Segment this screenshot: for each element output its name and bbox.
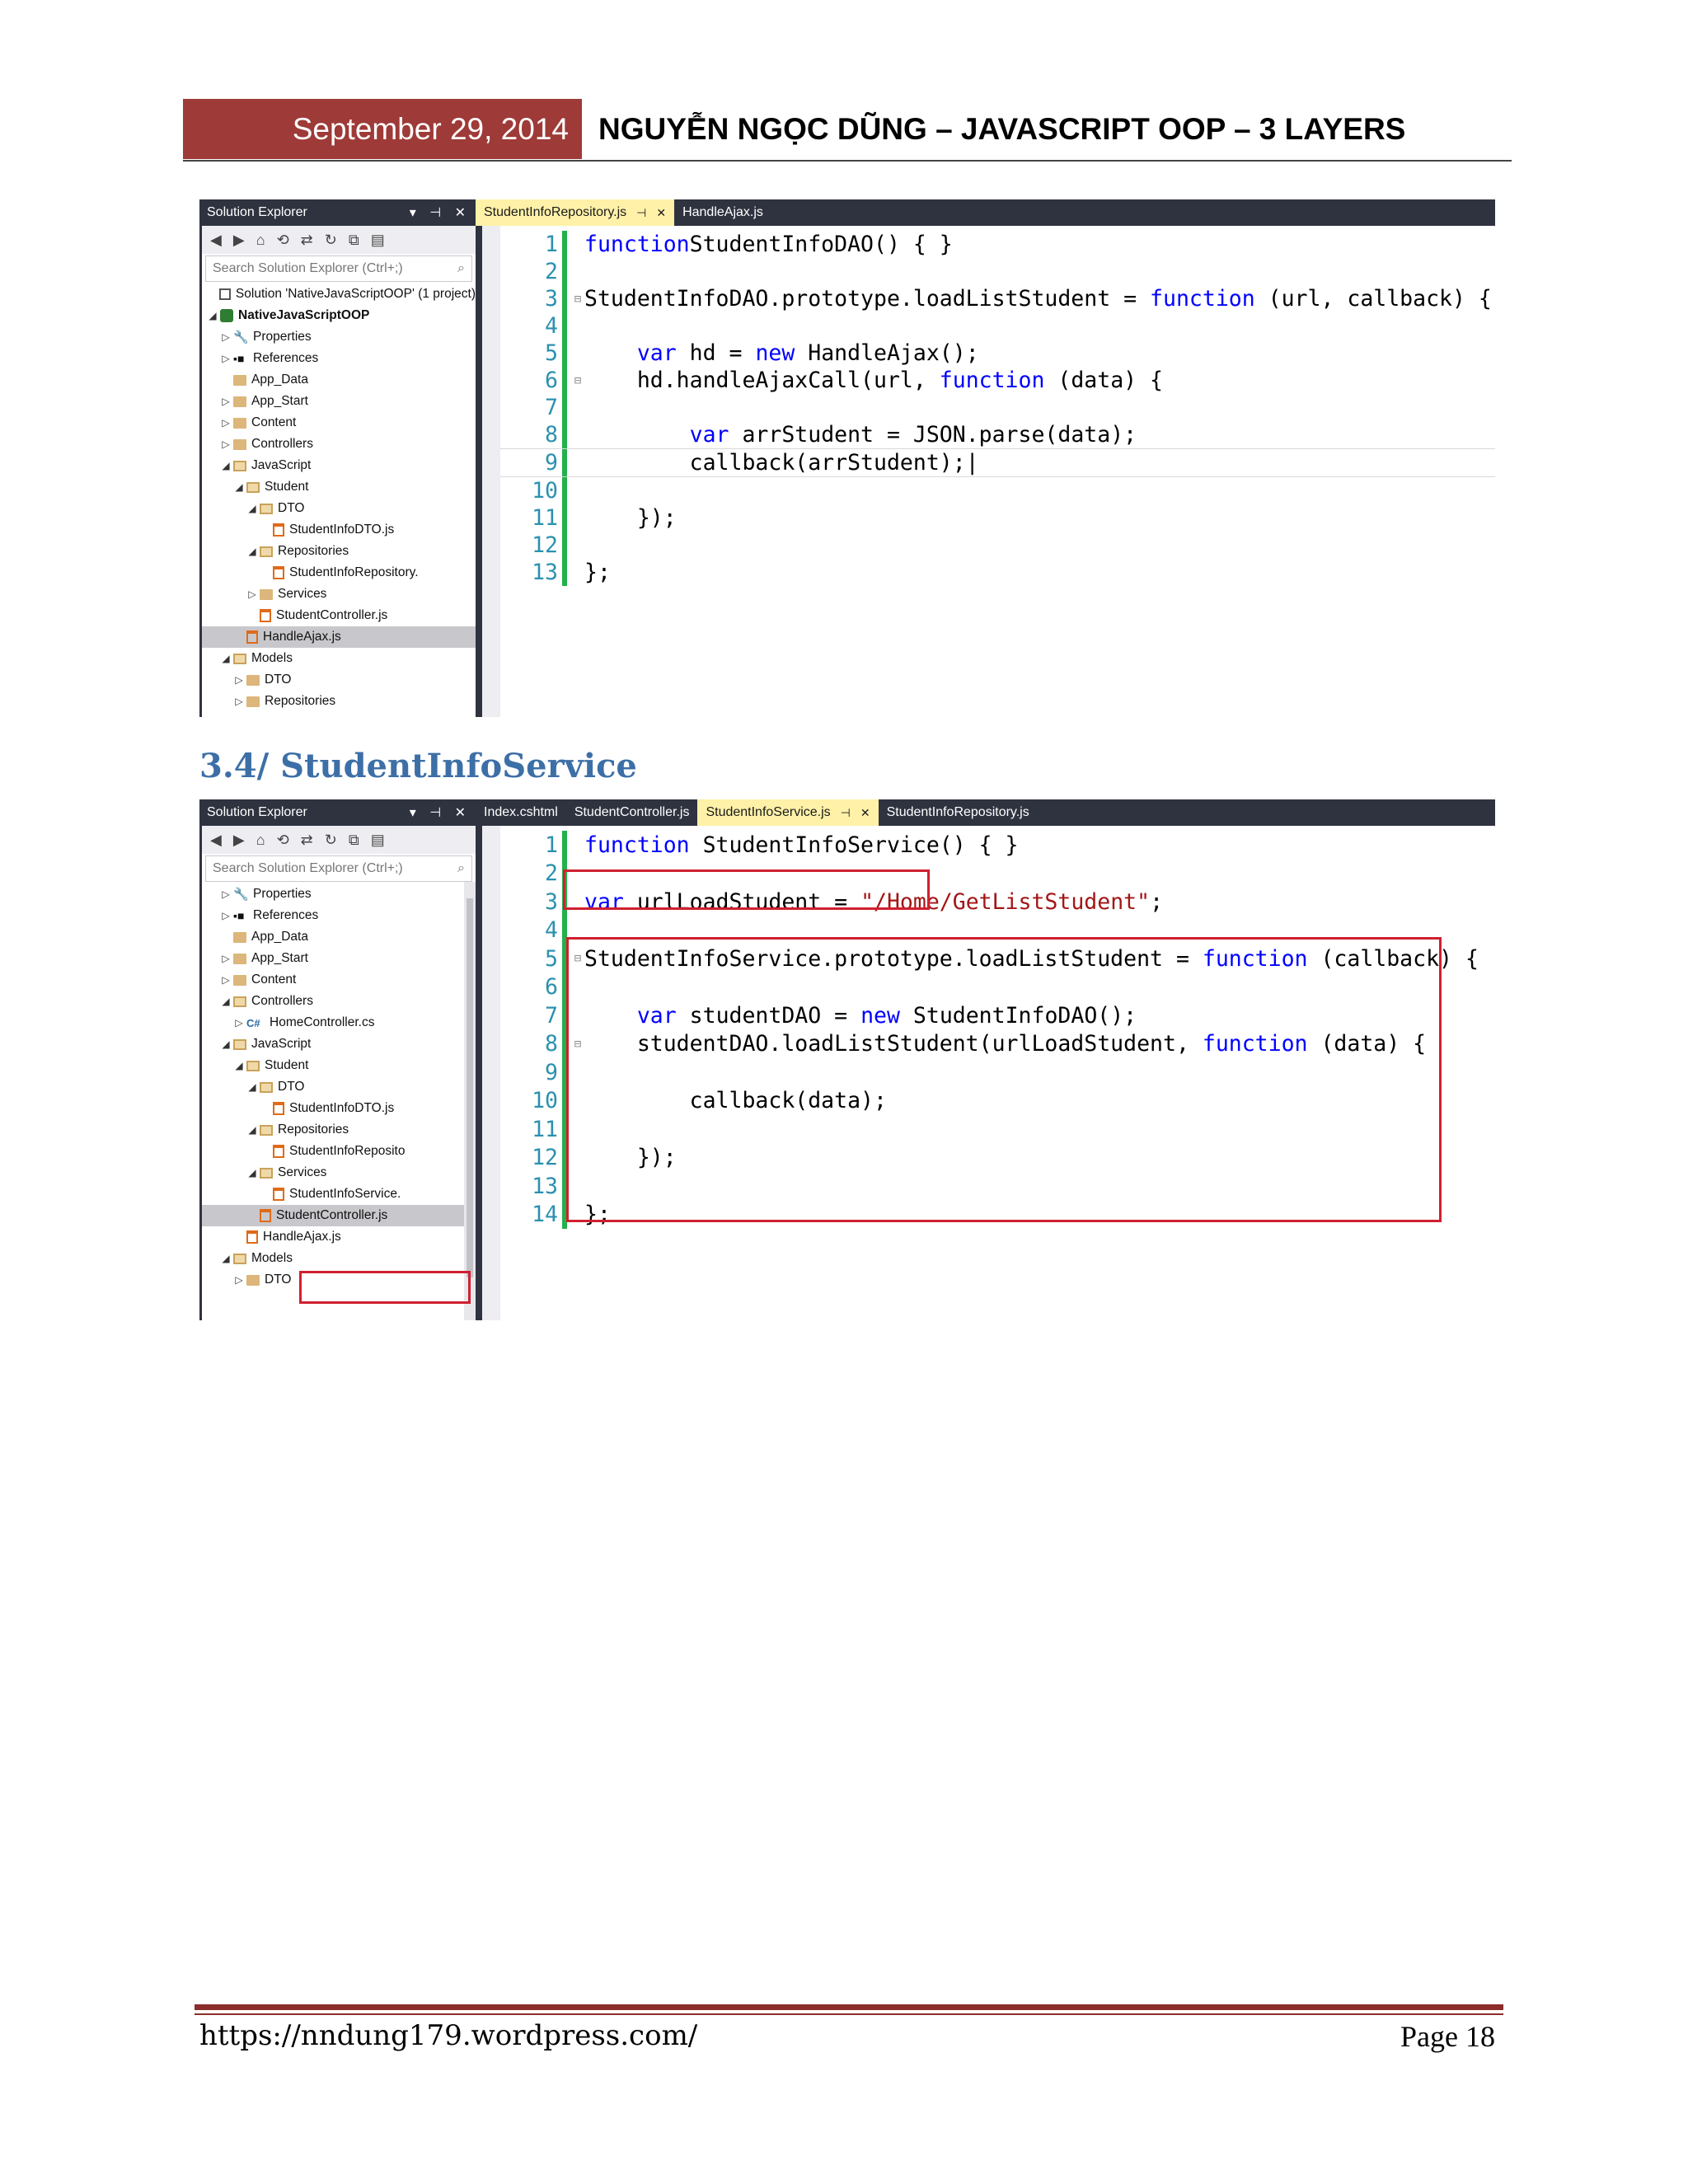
- solution-explorer-title: Solution Explorer: [207, 805, 307, 819]
- tree-item[interactable]: [202, 948, 476, 969]
- line-number: 12: [532, 1145, 558, 1171]
- tree-item-label: Student: [265, 480, 309, 494]
- screenshot-repository: [199, 199, 1495, 717]
- folder-icon: [233, 439, 246, 450]
- code-line[interactable]: [500, 394, 1495, 421]
- js-file-icon: [273, 1145, 284, 1158]
- tree-item-label: Properties: [253, 887, 312, 901]
- change-marker: [562, 831, 567, 860]
- code-text: });: [584, 1145, 677, 1171]
- code-text: var urlLoadStudent = "/Home/GetListStudent";: [584, 888, 1164, 915]
- section-heading: 3.4/ StudentInfoService: [199, 747, 637, 785]
- tree-item[interactable]: [202, 991, 476, 1012]
- tree-item-label: Models: [251, 651, 293, 665]
- tree-item[interactable]: [202, 1226, 476, 1248]
- tree-item[interactable]: [202, 648, 476, 669]
- editor-tab[interactable]: [566, 799, 698, 826]
- line-number: 7: [545, 1002, 558, 1029]
- tree-item[interactable]: [202, 369, 476, 391]
- editor-tab-label: HandleAjax.js: [682, 205, 763, 219]
- editor-tab-label: StudentInfoRepository.js: [484, 205, 627, 219]
- change-marker: [562, 532, 567, 559]
- code-text: var studentDAO = new StudentInfoDAO();: [636, 1002, 1137, 1029]
- tree-item-label: JavaScript: [251, 1037, 312, 1051]
- line-number: 9: [545, 1059, 558, 1085]
- line-number: 9: [545, 450, 558, 476]
- tree-item-label: References: [253, 351, 319, 365]
- line-number: 7: [545, 395, 558, 420]
- expand-arrow-icon[interactable]: ◢: [248, 503, 256, 514]
- tree-item-label: StudentInfoDTO.js: [289, 1101, 395, 1115]
- wrench-icon: 🔧: [233, 330, 249, 344]
- folder-icon: [246, 1275, 260, 1286]
- folder-open-icon: [260, 504, 273, 514]
- tree-item-label: References: [253, 908, 319, 922]
- code-line[interactable]: [500, 285, 1495, 312]
- change-marker: [562, 258, 567, 285]
- folder-icon: [233, 975, 246, 986]
- folder-open-icon: [260, 1168, 273, 1179]
- code-text: function StudentInfoService() { }: [584, 832, 1019, 858]
- tree-item-label: StudentInfoRepository.: [289, 565, 419, 579]
- solution-tree: [202, 883, 476, 1291]
- folder-open-icon: [233, 1039, 246, 1050]
- expand-arrow-icon[interactable]: ▷: [235, 696, 243, 707]
- change-marker: [562, 504, 567, 532]
- code-text: };: [584, 560, 611, 585]
- tree-item-label: HandleAjax.js: [263, 1230, 341, 1244]
- tree-item-label: Models: [251, 1251, 293, 1265]
- tree-item-label: DTO: [265, 1272, 292, 1286]
- change-marker: [562, 285, 567, 312]
- tree-item-label: Controllers: [251, 437, 313, 451]
- folder-icon: [246, 675, 260, 686]
- tree-item[interactable]: [202, 626, 476, 648]
- code-line[interactable]: [500, 367, 1495, 394]
- history-icon[interactable]: ⟲: [276, 231, 289, 248]
- search-icon[interactable]: ⌕: [457, 861, 465, 875]
- line-number: 4: [545, 313, 558, 339]
- line-number: 12: [532, 532, 558, 558]
- expand-arrow-icon[interactable]: ◢: [248, 546, 256, 557]
- forward-icon[interactable]: ▶: [232, 831, 245, 848]
- tree-item-label: Repositories: [278, 1122, 349, 1137]
- expand-arrow-icon[interactable]: ▷: [222, 953, 230, 964]
- line-number: 3: [545, 888, 558, 915]
- folder-open-icon: [233, 1254, 246, 1264]
- expand-arrow-icon[interactable]: ▷: [222, 331, 230, 343]
- tree-item-label: StudentController.js: [276, 1208, 388, 1222]
- folder-icon: [233, 932, 246, 943]
- tree-item[interactable]: [202, 519, 476, 541]
- editor-tab[interactable]: [879, 799, 1038, 826]
- folder-open-icon: [246, 1061, 260, 1071]
- close-icon[interactable]: ✕: [860, 805, 870, 819]
- line-number: 5: [545, 340, 558, 366]
- sync-icon[interactable]: ⇄: [300, 831, 313, 848]
- highlight-box-url: [563, 869, 930, 910]
- expand-arrow-icon[interactable]: ◢: [222, 996, 230, 1007]
- close-icon[interactable]: ✕: [656, 205, 667, 219]
- folder-open-icon: [233, 996, 246, 1007]
- expand-arrow-icon[interactable]: ▷: [222, 438, 230, 450]
- scrollbar[interactable]: [464, 882, 476, 1320]
- tree-item-label: Solution 'NativeJavaScriptOOP' (1 project): [235, 287, 476, 301]
- line-number: 11: [532, 1116, 558, 1142]
- highlight-box-method: [566, 937, 1442, 1222]
- code-text: var arrStudent = JSON.parse(data);: [689, 422, 1137, 448]
- tree-item[interactable]: [202, 434, 476, 455]
- js-file-icon: [246, 1230, 258, 1244]
- change-marker: [562, 477, 567, 504]
- tree-item-label: DTO: [265, 673, 292, 687]
- tree-item[interactable]: [202, 391, 476, 412]
- solution-icon: [219, 288, 231, 300]
- collapse-all-icon[interactable]: ⧉: [348, 831, 359, 848]
- titlebar-controls[interactable]: ▾ ⊣ ✕: [409, 806, 471, 820]
- solution-explorer: [199, 799, 476, 1320]
- tree-item-label: Repositories: [265, 694, 336, 708]
- tree-item[interactable]: [202, 476, 476, 498]
- footer-rule-thick: [195, 2004, 1503, 2010]
- folder-open-icon: [260, 1125, 273, 1136]
- code-text: StudentInfoDAO.prototype.loadListStudent = function (url, callback) {: [584, 286, 1492, 312]
- js-file-icon: [273, 1188, 284, 1201]
- code-text: studentDAO.loadListStudent(urlLoadStudent, function (data) {: [584, 1031, 1427, 1057]
- sync-icon[interactable]: ⇄: [300, 231, 313, 248]
- folder-icon: [233, 954, 246, 964]
- expand-arrow-icon[interactable]: ▷: [235, 674, 243, 686]
- line-number: 2: [545, 860, 558, 887]
- expand-arrow-icon[interactable]: ◢: [235, 1060, 243, 1071]
- solution-explorer-titlebar: [202, 199, 476, 226]
- line-number: 10: [532, 1088, 558, 1114]
- tree-item[interactable]: [202, 691, 476, 712]
- code-text: var hd = new HandleAjax();: [636, 340, 979, 366]
- solution-explorer-toolbar: [202, 826, 476, 854]
- home-icon[interactable]: ⌂: [256, 831, 265, 848]
- solution-explorer-search[interactable]: [205, 855, 472, 882]
- expand-arrow-icon[interactable]: ▷: [222, 888, 230, 900]
- line-number: 8: [545, 422, 558, 448]
- code-line[interactable]: [500, 340, 1495, 367]
- cs-file-icon: C#: [246, 1016, 260, 1029]
- code-line[interactable]: [500, 258, 1495, 285]
- tree-item[interactable]: [202, 1248, 476, 1269]
- tree-item[interactable]: [202, 541, 476, 562]
- footer-url[interactable]: https://nndung179.wordpress.com/: [199, 2019, 698, 2052]
- change-marker: [562, 312, 567, 340]
- editor-tab-label: StudentInfoRepository.js: [886, 805, 1029, 819]
- editor-tab-label: StudentController.js: [574, 805, 690, 819]
- tree-item-label: StudentInfoDTO.js: [289, 523, 395, 537]
- code-editor: [476, 199, 1495, 717]
- expand-arrow-icon[interactable]: ▷: [222, 417, 230, 429]
- editor-tab[interactable]: [674, 199, 771, 226]
- code-text: hd.handleAjaxCall(url, function (data) {: [584, 368, 1164, 393]
- tree-item[interactable]: [202, 412, 476, 434]
- line-number: 4: [545, 917, 558, 944]
- code-text: };: [584, 1202, 611, 1228]
- references-icon: ▪■: [233, 909, 245, 922]
- references-icon: ▪■: [233, 352, 245, 365]
- tree-item[interactable]: [202, 1119, 476, 1141]
- show-all-files-icon[interactable]: ▤: [370, 231, 385, 248]
- expand-arrow-icon[interactable]: ◢: [222, 460, 230, 471]
- code-line[interactable]: [500, 448, 1495, 477]
- tree-item-label: Student: [265, 1058, 309, 1072]
- tree-item-label: JavaScript: [251, 458, 312, 472]
- tree-item[interactable]: [202, 1076, 476, 1098]
- line-number: 6: [545, 368, 558, 393]
- line-number: 14: [532, 1202, 558, 1228]
- code-text: });: [584, 505, 677, 531]
- folder-open-icon: [260, 1082, 273, 1093]
- tree-item-label: App_Data: [251, 373, 308, 387]
- tree-item[interactable]: [202, 326, 476, 348]
- fold-toggle-icon[interactable]: ⊟: [574, 292, 582, 306]
- refresh-icon[interactable]: ↻: [324, 831, 337, 848]
- home-icon[interactable]: ⌂: [256, 231, 265, 248]
- folder-open-icon: [246, 482, 260, 493]
- code-line[interactable]: [500, 312, 1495, 340]
- search-icon[interactable]: ⌕: [457, 261, 465, 275]
- line-number: 6: [545, 974, 558, 1001]
- tree-item[interactable]: [202, 1033, 476, 1055]
- js-file-icon: [260, 1209, 271, 1222]
- change-marker: [562, 340, 567, 367]
- tree-item-label: App_Start: [251, 951, 308, 965]
- fold-toggle-icon[interactable]: ⊟: [574, 952, 582, 966]
- search-placeholder: Search Solution Explorer (Ctrl+;): [213, 261, 403, 275]
- pin-icon[interactable]: ⊣: [840, 805, 851, 819]
- refresh-icon[interactable]: ↻: [324, 231, 337, 248]
- tree-item[interactable]: [202, 605, 476, 626]
- editor-tab[interactable]: [476, 199, 674, 226]
- line-number: 13: [532, 1173, 558, 1199]
- tree-item[interactable]: [202, 669, 476, 691]
- header-date: September 29, 2014: [183, 99, 582, 159]
- tree-item-label: HandleAjax.js: [263, 630, 341, 644]
- tree-item-label: StudentInfoService.: [289, 1187, 401, 1201]
- editor-tabbar: [476, 799, 1495, 826]
- line-number: 1: [545, 832, 558, 858]
- editor-margin: [476, 826, 500, 1320]
- titlebar-controls[interactable]: ▾ ⊣ ✕: [409, 206, 471, 220]
- solution-explorer-search[interactable]: [205, 255, 472, 282]
- folder-icon: [233, 396, 246, 407]
- highlight-box-service-file: [299, 1271, 471, 1304]
- expand-arrow-icon[interactable]: ▷: [248, 588, 256, 600]
- js-file-icon: [260, 609, 271, 622]
- solution-explorer-titlebar: [202, 799, 476, 826]
- change-marker: [562, 231, 567, 258]
- header-title: NGUYỄN NGỌC DŨNG – JAVASCRIPT OOP – 3 LAYERS: [598, 111, 1406, 146]
- tree-item-label: Services: [278, 587, 327, 601]
- code-line[interactable]: [500, 231, 1495, 258]
- folder-open-icon: [233, 654, 246, 664]
- tree-item-label: DTO: [278, 1080, 305, 1094]
- tree-item-label: Repositories: [278, 544, 349, 558]
- tree-item[interactable]: [202, 905, 476, 926]
- tree-item-label: DTO: [278, 501, 305, 515]
- footer-rule-thin: [195, 2013, 1503, 2015]
- js-file-icon: [273, 523, 284, 537]
- editor-margin: [476, 226, 500, 717]
- tree-item[interactable]: [202, 284, 476, 305]
- editor-tab[interactable]: [476, 799, 566, 826]
- tree-item-label: StudentInfoReposito: [289, 1144, 406, 1158]
- line-number: 11: [532, 505, 558, 531]
- tree-item[interactable]: [202, 883, 476, 905]
- js-file-icon: [273, 566, 284, 579]
- line-number: 3: [545, 286, 558, 312]
- tree-item-label: Content: [251, 972, 297, 987]
- folder-icon: [233, 375, 246, 386]
- back-icon[interactable]: ◀: [210, 231, 222, 248]
- folder-open-icon: [260, 546, 273, 557]
- folder-icon: [233, 418, 246, 429]
- fold-toggle-icon[interactable]: ⊟: [574, 373, 582, 387]
- expand-arrow-icon[interactable]: ▷: [222, 353, 230, 364]
- line-number: 5: [545, 945, 558, 972]
- tree-item[interactable]: [202, 1098, 476, 1119]
- code-text: StudentInfoService.prototype.loadListStudent = function (callback) {: [584, 945, 1479, 972]
- tree-item[interactable]: [202, 1055, 476, 1076]
- tree-item[interactable]: [202, 1141, 476, 1162]
- line-number: 2: [545, 259, 558, 284]
- fold-toggle-icon[interactable]: ⊟: [574, 1037, 582, 1051]
- tree-item[interactable]: [202, 1205, 476, 1226]
- tree-item[interactable]: [202, 1183, 476, 1205]
- folder-icon: [260, 589, 273, 600]
- folder-open-icon: [233, 461, 246, 471]
- tree-item-label: Properties: [253, 330, 312, 344]
- pin-icon[interactable]: ⊣: [636, 205, 647, 219]
- expand-arrow-icon[interactable]: ▷: [235, 1274, 243, 1286]
- tree-item-label: StudentController.js: [276, 608, 388, 622]
- solution-explorer: [199, 199, 476, 717]
- scrollbar-thumb[interactable]: [467, 898, 473, 1277]
- code-text: callback(data);: [584, 1088, 887, 1114]
- expand-arrow-icon[interactable]: ◢: [248, 1124, 256, 1136]
- expand-arrow-icon[interactable]: ◢: [248, 1167, 256, 1179]
- change-marker: [562, 421, 567, 448]
- history-icon[interactable]: ⟲: [276, 831, 289, 848]
- code-area[interactable]: [500, 231, 1495, 586]
- code-line[interactable]: [500, 559, 1495, 586]
- expand-arrow-icon[interactable]: ▷: [222, 396, 230, 407]
- tree-item-label: Controllers: [251, 994, 313, 1008]
- expand-arrow-icon[interactable]: ◢: [248, 1081, 256, 1093]
- solution-explorer-toolbar: [202, 226, 476, 254]
- line-number: 8: [545, 1031, 558, 1057]
- collapse-all-icon[interactable]: ⧉: [348, 231, 359, 248]
- change-marker: [562, 449, 567, 476]
- tree-item[interactable]: [202, 1162, 476, 1183]
- tree-item-label: App_Start: [251, 394, 308, 408]
- tree-item[interactable]: [202, 498, 476, 519]
- show-all-files-icon[interactable]: ▤: [370, 831, 385, 848]
- tree-item[interactable]: [202, 1012, 476, 1033]
- tree-item-label: HomeController.cs: [270, 1015, 375, 1029]
- tree-item[interactable]: [202, 348, 476, 369]
- expand-arrow-icon[interactable]: ▷: [222, 974, 230, 986]
- tree-item[interactable]: [202, 969, 476, 991]
- code-line[interactable]: [500, 532, 1495, 559]
- line-number: 13: [532, 560, 558, 585]
- expand-arrow-icon[interactable]: ◢: [209, 310, 217, 321]
- tree-item[interactable]: [202, 455, 476, 476]
- code-line[interactable]: [500, 504, 1495, 532]
- solution-explorer-title: Solution Explorer: [207, 205, 307, 219]
- forward-icon[interactable]: ▶: [232, 231, 245, 248]
- expand-arrow-icon[interactable]: ◢: [222, 653, 230, 664]
- js-file-icon: [246, 630, 258, 644]
- tree-item[interactable]: [202, 583, 476, 605]
- tree-item-label: Services: [278, 1165, 327, 1179]
- expand-arrow-icon[interactable]: ◢: [222, 1253, 230, 1264]
- expand-arrow-icon[interactable]: ◢: [222, 1038, 230, 1050]
- screenshot-service: [199, 799, 1495, 1320]
- change-marker: [562, 367, 567, 394]
- code-line[interactable]: [500, 831, 1495, 860]
- expand-arrow-icon[interactable]: ▷: [235, 1017, 243, 1029]
- tree-item[interactable]: [202, 926, 476, 948]
- editor-tab[interactable]: [697, 799, 878, 826]
- line-number: 1: [545, 232, 558, 257]
- project-icon: [220, 309, 233, 322]
- editor-tab-label: Index.cshtml: [484, 805, 558, 819]
- expand-arrow-icon[interactable]: ◢: [235, 481, 243, 493]
- back-icon[interactable]: ◀: [210, 831, 222, 848]
- expand-arrow-icon[interactable]: ▷: [222, 910, 230, 921]
- code-text: callback(arrStudent);|: [584, 450, 979, 476]
- wrench-icon: 🔧: [233, 887, 249, 902]
- search-placeholder: Search Solution Explorer (Ctrl+;): [213, 861, 403, 875]
- tree-item[interactable]: [202, 562, 476, 583]
- tree-item-label: Content: [251, 415, 297, 429]
- code-line[interactable]: [500, 477, 1495, 504]
- editor-tabbar: [476, 199, 1495, 226]
- folder-icon: [246, 696, 260, 707]
- change-marker: [562, 394, 567, 421]
- footer-page-number: Page 18: [1400, 2020, 1495, 2053]
- js-file-icon: [273, 1102, 284, 1115]
- code-line[interactable]: [500, 421, 1495, 448]
- code-text: functionStudentInfoDAO() { }: [584, 232, 953, 257]
- code-editor: [476, 799, 1495, 1320]
- editor-tab-label: StudentInfoService.js: [706, 805, 831, 819]
- tree-item-label: App_Data: [251, 930, 308, 944]
- tree-item[interactable]: [202, 305, 476, 326]
- line-number: 10: [532, 478, 558, 504]
- header-rule: [183, 160, 1512, 162]
- solution-tree: [202, 284, 476, 712]
- change-marker: [562, 559, 567, 586]
- tree-item-label: NativeJavaScriptOOP: [238, 308, 370, 322]
